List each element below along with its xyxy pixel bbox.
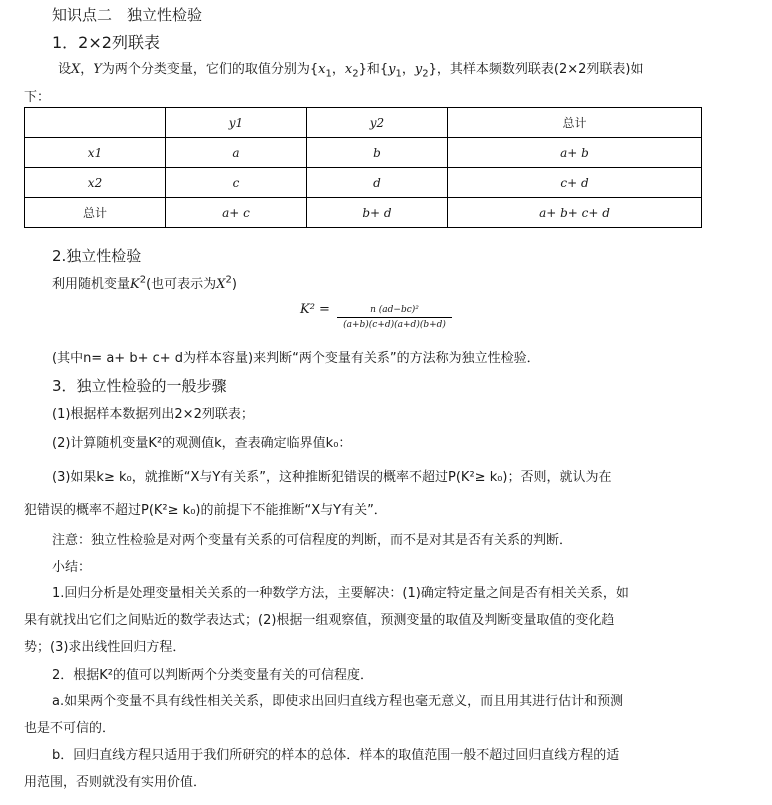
table-cell: c+ d — [448, 168, 702, 198]
table-cell: c — [166, 168, 307, 198]
table-cell: a — [166, 138, 307, 168]
section1-title: 1．2×2列联表 — [52, 33, 160, 52]
table-cell: x2 — [25, 168, 166, 198]
formula-numerator: n (ad−bc)² — [370, 305, 419, 315]
table-cell: y2 — [307, 108, 448, 138]
section3-title: 3．独立性检验的一般步骤 — [52, 377, 227, 395]
table-cell — [25, 108, 166, 138]
section1-intro-line1: 设X，Y为两个分类变量，它们的取值分别为{$x_1$，$x_2$}和{$y_1$，$y_2$}，其样本频数列联表(2×2列联表)如 — [58, 62, 644, 80]
contingency-table — [24, 107, 702, 228]
table-cell: a+ c — [166, 198, 307, 228]
summary-p1-line3: 势；(3)求出线性回归方程． — [24, 640, 186, 655]
section-heading: 知识点二 独立性检验 — [52, 6, 203, 24]
table-cell: 总计 — [25, 198, 166, 228]
table-row — [25, 168, 702, 198]
summary-pa-line1: a.如果两个变量不具有线性相关关系，即使求出回归直线方程也毫无意义，而且用其进行估计和预测 — [52, 694, 624, 709]
formula-lhs: K² = — [300, 302, 330, 317]
table-cell: a+ b+ c+ d — [448, 198, 702, 228]
section2-line: 利用随机变量$K^2$(也可表示为$X^2$) — [52, 274, 237, 292]
summary-p1-line1: 1.回归分析是处理变量相关关系的一种数学方法，主要解决：(1)确定特定量之间是否有相关关系，如 — [52, 586, 629, 601]
table-cell: b — [307, 138, 448, 168]
fraction-bar — [337, 317, 452, 318]
summary-pb-line2: 用范围，否则就没有实用价值． — [24, 775, 207, 790]
summary-p1-line2: 果有就找出它们之间贴近的数学表达式；(2)根据一组观察值，预测变量的取值及判断变量取值的变化趋 — [24, 613, 615, 628]
summary-pa-line2: 也是不可信的． — [24, 721, 116, 736]
table-row — [25, 198, 702, 228]
summary-p2: 2．根据K²的值可以判断两个分类变量有关的可信程度． — [52, 668, 374, 683]
table-cell: y1 — [166, 108, 307, 138]
summary-pb-line1: b．回归直线方程只适用于我们所研究的样本的总体．样本的取值范围一般不超过回归直线方程的适 — [52, 748, 620, 763]
formula-fraction — [337, 304, 452, 331]
table-cell: b+ d — [307, 198, 448, 228]
step-3-line2: 犯错误的概率不超过P(K²≥ k₀)的前提下不能推断“X与Y有关”． — [24, 503, 387, 518]
table-cell: d — [307, 168, 448, 198]
notice-text: 注意：独立性检验是对两个变量有关系的可信程度的判断，而不是对其是否有关系的判断． — [52, 533, 573, 548]
table-row — [25, 138, 702, 168]
step-1: (1)根据样本数据列出2×2列联表； — [52, 407, 254, 422]
step-2: (2)计算随机变量K²的观测值k，查表确定临界值k₀： — [52, 436, 352, 451]
step-3-line1: (3)如果k≥ k₀，就推断“X与Y有关系”，这种推断犯错误的概率不超过P(K²≥ k₀)；否则，就认为在 — [52, 470, 612, 485]
table-header-row — [25, 108, 702, 138]
section2-note: (其中n= a+ b+ c+ d为样本容量)来判断“两个变量有关系”的方法称为独立性检验． — [52, 351, 540, 366]
section2-title: 2.独立性检验 — [52, 247, 142, 265]
table-cell: 总计 — [448, 108, 702, 138]
table-cell: a+ b — [448, 138, 702, 168]
formula-denominator: (a+b)(c+d)(a+d)(b+d) — [343, 320, 446, 330]
summary-title: 小结： — [52, 560, 92, 575]
table-cell: x1 — [25, 138, 166, 168]
section1-intro-line2: 下： — [24, 90, 51, 105]
